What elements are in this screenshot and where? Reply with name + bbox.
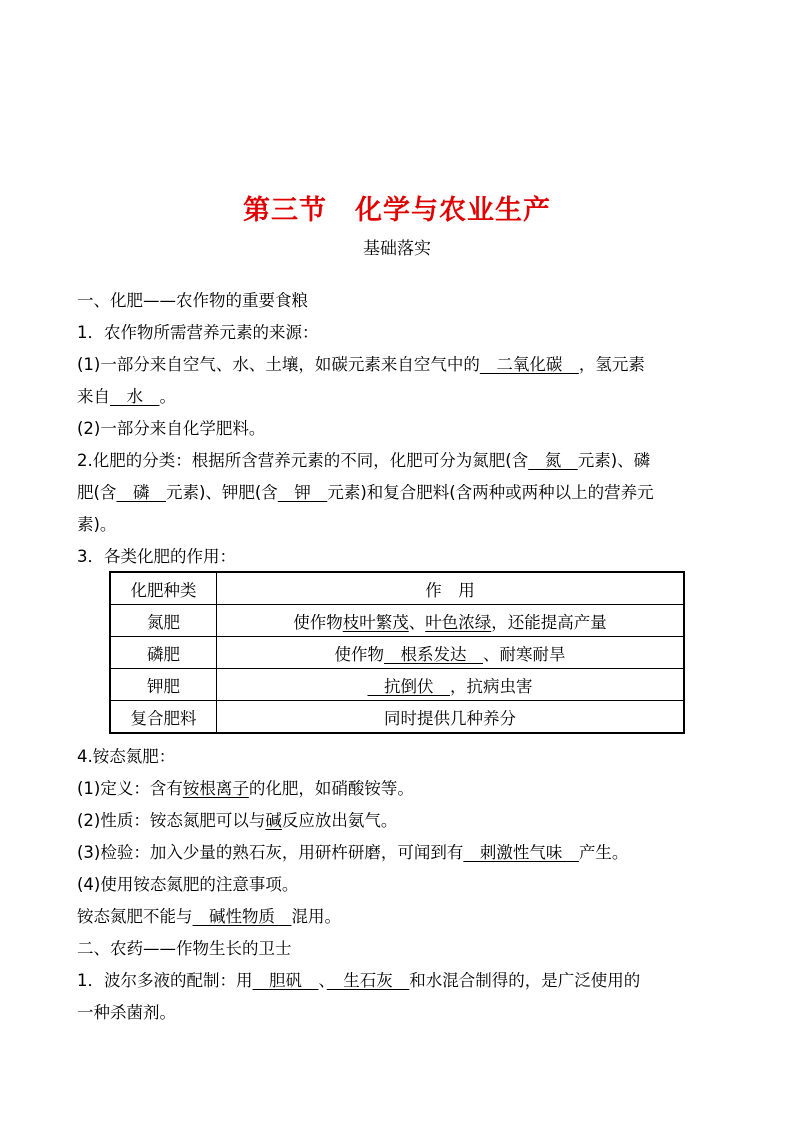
paragraph-test xyxy=(77,837,727,869)
paragraph-classification xyxy=(77,445,727,477)
answer-blank: 抗倒伏 xyxy=(367,676,450,696)
answer-blank: 叶色浓绿 xyxy=(425,612,492,632)
answer-blank: 胆矾 xyxy=(252,971,319,990)
answer-blank: 钾 xyxy=(277,483,328,502)
text-segment: 、 xyxy=(318,971,327,990)
text-segment: 元素)、磷 xyxy=(577,451,651,470)
answer-blank: 根系发达 xyxy=(384,644,483,664)
text-segment: 的化肥，如硝酸铵等。 xyxy=(248,779,414,798)
table-cell: 钾肥 xyxy=(110,669,217,701)
page-subtitle: 基础落实 xyxy=(363,239,431,259)
paragraph-definition xyxy=(77,773,727,805)
table-row xyxy=(110,669,684,701)
table-cell xyxy=(217,605,685,637)
answer-blank: 枝叶繁茂 xyxy=(342,612,409,632)
text-segment: 使作物 xyxy=(293,612,343,632)
fertilizer-table xyxy=(109,571,685,734)
paragraph-bordeaux-cont: 一种杀菌剂。 xyxy=(77,1003,176,1022)
text-segment: 使作物 xyxy=(334,644,384,664)
text-segment: 元素)和复合肥料(含两种或两种以上的营养元 xyxy=(327,483,654,502)
text-segment: 混用。 xyxy=(291,907,341,926)
table-row xyxy=(110,701,684,734)
paragraph-source-fertilizer: (2)一部分来自化学肥料。 xyxy=(77,419,266,438)
paragraph-classification-cont xyxy=(77,477,727,509)
answer-blank: 氮 xyxy=(528,451,578,470)
text-segment: 1．波尔多液的配制：用 xyxy=(77,971,253,990)
answer-blank: 磷 xyxy=(116,483,166,502)
table-header-cell: 化肥种类 xyxy=(110,572,217,605)
text-segment: 产生。 xyxy=(578,843,629,862)
text-segment: 、 xyxy=(408,612,426,632)
text-segment: 肥(含 xyxy=(77,483,117,502)
table-header-cell: 作 用 xyxy=(217,572,685,605)
answer-blank: 碱性物质 xyxy=(192,907,292,926)
table-header-row xyxy=(110,572,684,605)
table-cell: 同时提供几种养分 xyxy=(217,701,685,734)
text-segment: ，还能提高产量 xyxy=(491,612,607,632)
paragraph-ammonium: 4.铵态氮肥： xyxy=(77,747,176,766)
text-segment: 。 xyxy=(159,387,176,406)
paragraph-source-air xyxy=(77,349,727,381)
paragraph-classification-end: 素)。 xyxy=(77,515,117,534)
text-segment: (2)性质：铵态氮肥可以与 xyxy=(77,811,266,830)
text-segment: 和水混合制得的，是广泛使用的 xyxy=(409,971,641,990)
answer-blank: 生石灰 xyxy=(326,971,410,990)
paragraph-nutrient-sources: 1．农作物所需营养元素的来源： xyxy=(77,323,319,342)
text-segment: ，氢元素 xyxy=(578,355,645,374)
table-row xyxy=(110,637,684,669)
paragraph-bordeaux xyxy=(77,965,727,997)
answer-blank: 水 xyxy=(110,387,160,406)
text-segment: 来自 xyxy=(77,387,110,406)
text-segment: (1)定义：含有 xyxy=(77,779,183,798)
text-segment: (3)检验：加入少量的熟石灰，用研杵研磨，可闻到有 xyxy=(77,843,464,862)
paragraph-fertilizer-roles: 3．各类化肥的作用： xyxy=(77,547,236,566)
text-segment: (1)一部分来自空气、水、土壤，如碳元素来自空气中的 xyxy=(77,355,480,374)
table-cell xyxy=(217,637,685,669)
text-segment: ，抗病虫害 xyxy=(450,676,533,696)
answer-blank: 铵根离子 xyxy=(182,779,249,798)
paragraph-source-air-cont xyxy=(77,381,727,413)
table-cell: 复合肥料 xyxy=(110,701,217,734)
page-title: 第三节 化学与农业生产 xyxy=(243,195,551,226)
paragraph-property xyxy=(77,805,727,837)
text-segment: 2.化肥的分类：根据所含营养元素的不同，化肥可分为氮肥(含 xyxy=(77,451,529,470)
text-segment: 铵态氮肥不能与 xyxy=(77,907,193,926)
answer-blank: 碱 xyxy=(265,811,282,830)
paragraph-precautions: (4)使用铵态氮肥的注意事项。 xyxy=(77,875,299,894)
paragraph-no-mixing xyxy=(77,901,727,933)
table-cell: 磷肥 xyxy=(110,637,217,669)
table-cell xyxy=(217,669,685,701)
table-row xyxy=(110,605,684,637)
answer-blank: 二氧化碳 xyxy=(479,355,579,374)
section-heading-fertilizer: 一、化肥——农作物的重要食粮 xyxy=(77,291,308,310)
text-segment: 、耐寒耐旱 xyxy=(483,644,566,664)
text-segment: 反应放出氨气。 xyxy=(281,811,398,830)
section-heading-pesticide: 二、农药——作物生长的卫士 xyxy=(77,939,292,958)
text-segment: 元素)、钾肥(含 xyxy=(165,483,278,502)
table-cell: 氮肥 xyxy=(110,605,217,637)
answer-blank: 刺激性气味 xyxy=(463,843,579,862)
